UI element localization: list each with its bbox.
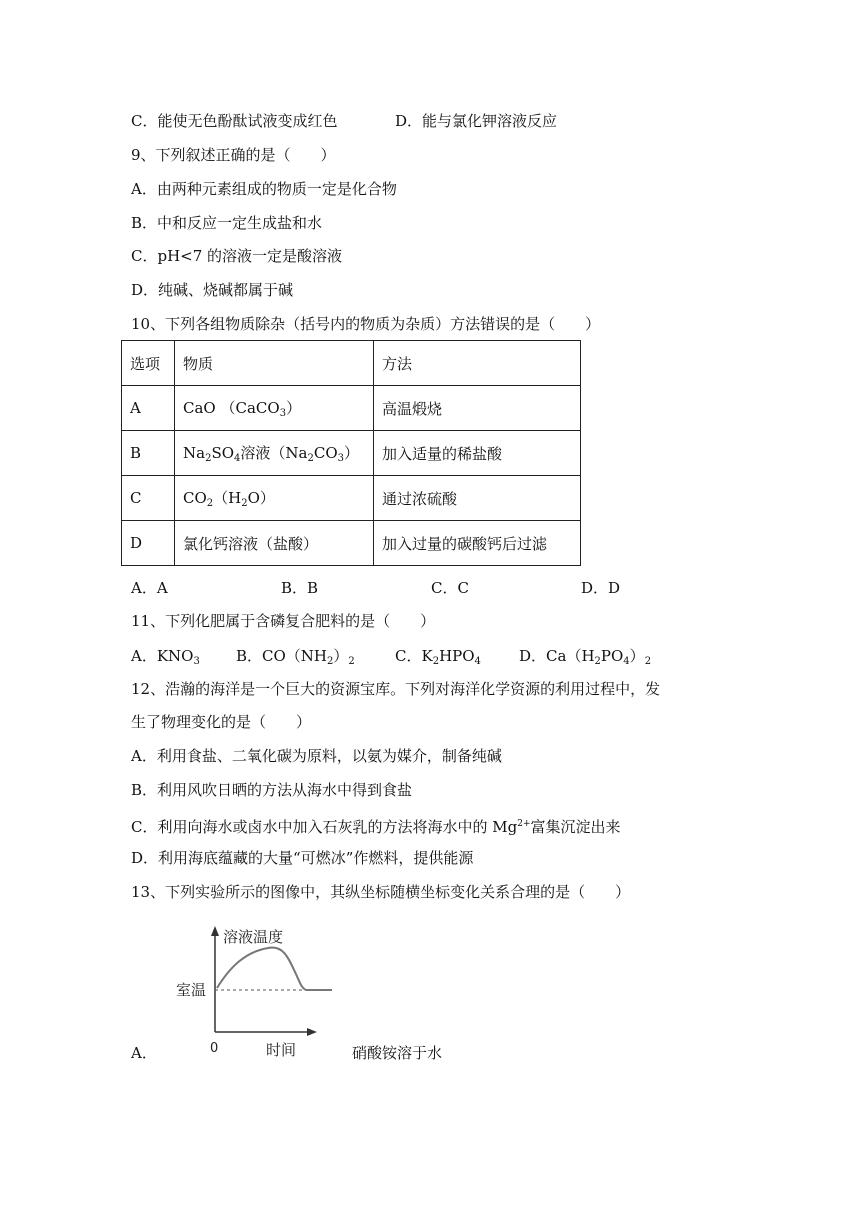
q11-answer-c: C．$K_2HPO_4$ xyxy=(395,647,481,667)
q8-option-d: D．能与氯化钾溶液反应 xyxy=(395,112,558,130)
table-row xyxy=(122,386,581,431)
q13-stem: 13、下列实验所示的图像中，其纵坐标随横坐标变化关系合理的是（ ） xyxy=(131,883,631,901)
row-d-option: D xyxy=(122,521,175,566)
row-d-method: 加入过量的碳酸钙后过滤 xyxy=(374,521,581,566)
q12-stem-line2: 生了物理变化的是（ ） xyxy=(131,713,312,731)
q10-table-header xyxy=(122,341,581,386)
q10-stem: 10、下列各组物质除杂（括号内的物质为杂质）方法错误的是（ ） xyxy=(131,315,601,333)
row-b-option: B xyxy=(122,431,175,476)
q10-answer-b: B．B xyxy=(281,579,319,597)
row-c-substance: $CO_2(H_2O)$ xyxy=(175,476,374,521)
row-c-option: C xyxy=(122,476,175,521)
row-d-substance: 氯化钙溶液（盐酸） xyxy=(175,521,374,566)
row-c-method: 通过浓硫酸 xyxy=(374,476,581,521)
q12-option-d: D．利用海底蕴藏的大量“可燃冰”作燃料，提供能源 xyxy=(131,849,474,867)
q13-option-a-label: A． xyxy=(131,1044,157,1062)
header-option: 选项 xyxy=(122,341,175,386)
x-axis-arrow xyxy=(307,1028,317,1036)
q8-option-c: C．能使无色酚酞试液变成红色 xyxy=(131,112,338,130)
y-axis-arrow xyxy=(211,926,219,936)
q10-table xyxy=(121,340,581,566)
table-row xyxy=(122,521,581,566)
q9-option-b: B．中和反应一定生成盐和水 xyxy=(131,214,323,232)
row-a-option: A xyxy=(122,386,175,431)
header-method: 方法 xyxy=(374,341,581,386)
q9-stem: 9、下列叙述正确的是（ ） xyxy=(131,146,336,164)
q11-answer-d: D．$Ca(H_2PO_4)_2$ xyxy=(519,647,652,667)
room-temp-label: 室温 xyxy=(176,981,207,999)
row-a-substance: CaO （CaCO$_3$） xyxy=(175,386,374,431)
table-row xyxy=(122,476,581,521)
row-b-substance: $Na_2SO_4$溶液$(Na_2CO_3)$ xyxy=(175,431,374,476)
q12-option-b: B．利用风吹日晒的方法从海水中得到食盐 xyxy=(131,781,413,799)
row-b-method: 加入适量的稀盐酸 xyxy=(374,431,581,476)
q11-answer-a: A．$KNO_3$ xyxy=(131,647,200,667)
q11-stem: 11、下列化肥属于含磷复合肥料的是（ ） xyxy=(131,612,436,630)
temperature-curve xyxy=(217,948,332,990)
q12-stem-line1: 12、浩瀚的海洋是一个巨大的资源宝库。下列对海洋化学资源的利用过程中，发 xyxy=(131,680,661,698)
q10-answer-c: C．C xyxy=(431,579,469,597)
q13-option-a-caption: 硝酸铵溶于水 xyxy=(352,1044,443,1062)
q12-option-a: A．利用食盐、二氧化碳为原料，以氨为媒介，制备纯碱 xyxy=(131,747,502,765)
q9-option-d: D．纯碱、烧碱都属于碱 xyxy=(131,281,294,299)
q10-answer-a: A．A xyxy=(131,579,168,597)
table-row xyxy=(122,431,581,476)
y-axis-label: 溶液温度 xyxy=(223,928,284,946)
q9-option-a: A．由两种元素组成的物质一定是化合物 xyxy=(131,180,397,198)
q9-option-c: C．pH<7 的溶液一定是酸溶液 xyxy=(131,247,343,265)
x-axis-label: 时间 xyxy=(266,1041,297,1059)
origin-label: 0 xyxy=(210,1041,219,1056)
row-a-method: 高温煅烧 xyxy=(374,386,581,431)
q12-option-c: C．利用向海水或卤水中加入石灰乳的方法将海水中的 $Mg^{2+}$富集沉淀出来 xyxy=(131,818,621,836)
q10-answer-d: D．D xyxy=(581,579,621,597)
q13-temperature-graph xyxy=(170,922,360,1062)
header-substance: 物质 xyxy=(175,341,374,386)
q11-answer-b: B．$CO(NH_2)_2$ xyxy=(236,647,355,667)
